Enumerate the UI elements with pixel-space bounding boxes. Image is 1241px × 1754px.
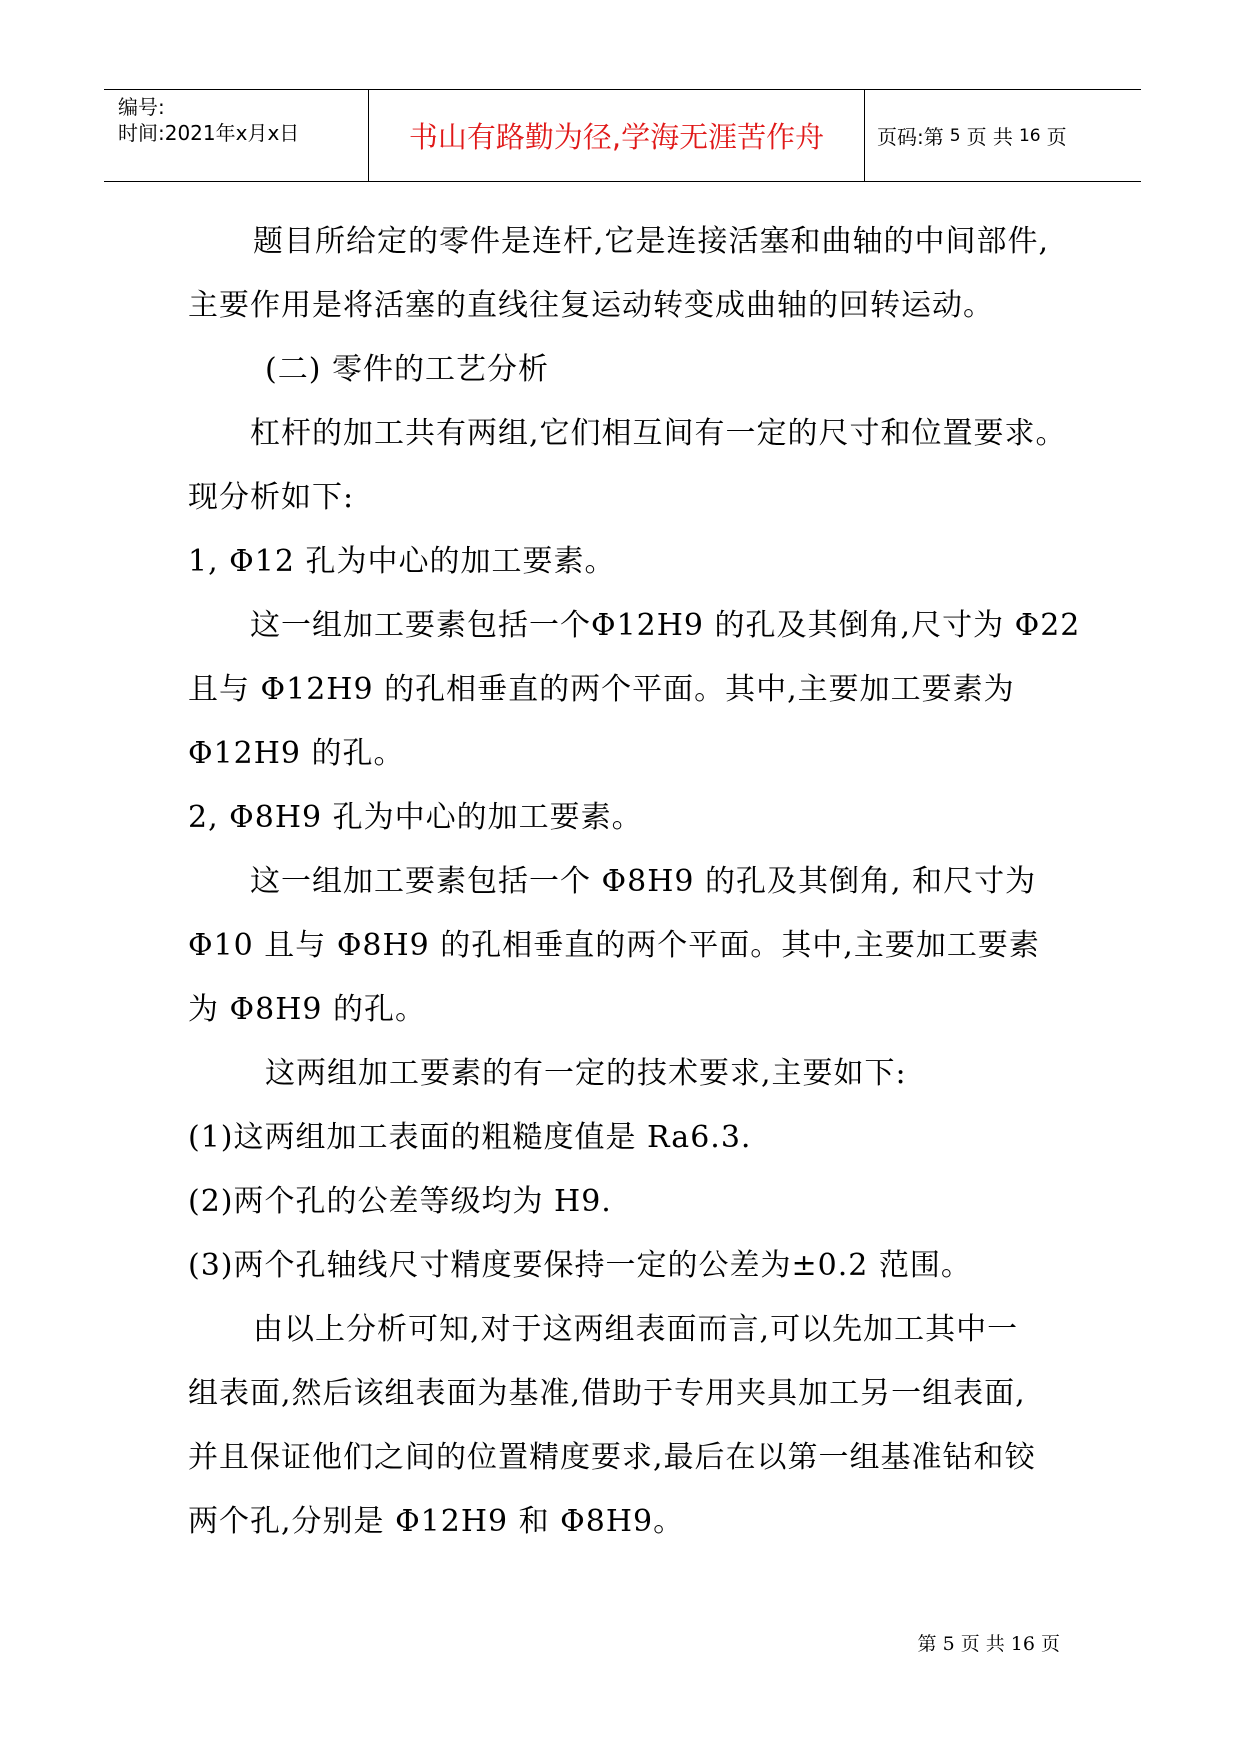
header-motto: 书山有路勤为径,学海无涯苦作舟 — [369, 90, 865, 181]
paragraph-line: 这一组加工要素包括一个Φ12H9 的孔及其倒角,尺寸为 Φ22 — [250, 608, 1081, 643]
header-page-info — [865, 90, 1141, 181]
page-label-middle: 页 共 — [966, 125, 1013, 149]
paragraph-line: 主要作用是将活塞的直线往复运动转变成曲轴的回转运动。 — [188, 288, 994, 323]
list-item: (1)这两组加工表面的粗糙度值是 Ra6.3. — [188, 1120, 752, 1155]
list-item-heading: 2, Φ8H9 孔为中心的加工要素。 — [188, 800, 643, 835]
paragraph-line: 现分析如下: — [188, 480, 355, 515]
paragraph-line: 题目所给定的零件是连杆,它是连接活塞和曲轴的中间部件, — [253, 224, 1050, 259]
header-info-cell — [104, 90, 369, 181]
paragraph-line: 这两组加工要素的有一定的技术要求,主要如下: — [265, 1056, 907, 1091]
paragraph-line: 这一组加工要素包括一个 Φ8H9 的孔及其倒角, 和尺寸为 — [250, 864, 1037, 899]
page-label-suffix: 页 — [1046, 125, 1067, 149]
list-item: (2)两个孔的公差等级均为 H9. — [188, 1184, 612, 1219]
number-label: 编号: — [118, 95, 165, 119]
page-label-prefix: 页码:第 — [877, 125, 944, 149]
paragraph-line: 并且保证他们之间的位置精度要求,最后在以第一组基准钻和铰 — [188, 1440, 1036, 1475]
paragraph-line: 且与 Φ12H9 的孔相垂直的两个平面。其中,主要加工要素为 — [188, 672, 1015, 707]
list-item-heading: 1, Φ12 孔为中心的加工要素。 — [188, 544, 616, 579]
page-footer: 第 5 页 共 16 页 — [917, 1633, 1060, 1655]
paragraph-line: 两个孔,分别是 Φ12H9 和 Φ8H9。 — [188, 1504, 685, 1539]
time-label: 时间:2021年x月x日 — [118, 121, 300, 145]
paragraph-line: 由以上分析可知,对于这两组表面而言,可以先加工其中一 — [253, 1312, 1019, 1347]
section-heading: (二) 零件的工艺分析 — [265, 352, 549, 387]
paragraph-line: Φ12H9 的孔。 — [188, 736, 405, 771]
paragraph-line: 为 Φ8H9 的孔。 — [188, 992, 427, 1027]
paragraph-line: Φ10 且与 Φ8H9 的孔相垂直的两个平面。其中,主要加工要素 — [188, 928, 1040, 963]
page-current: 5 — [949, 125, 961, 146]
list-item: (3)两个孔轴线尺寸精度要保持一定的公差为±0.2 范围。 — [188, 1248, 972, 1283]
paragraph-line: 组表面,然后该组表面为基准,借助于专用夹具加工另一组表面, — [188, 1376, 1026, 1411]
page-total: 16 — [1018, 125, 1041, 146]
paragraph-line: 杠杆的加工共有两组,它们相互间有一定的尺寸和位置要求。 — [250, 416, 1067, 451]
document-header — [104, 89, 1141, 182]
